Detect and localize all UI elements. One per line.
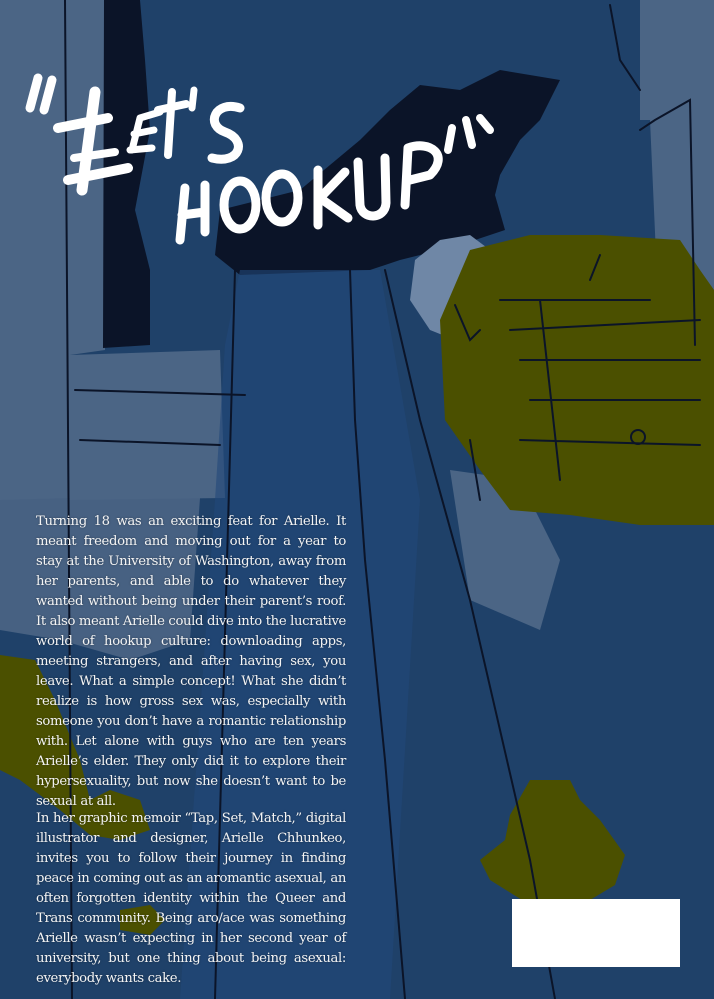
blurb-paragraph-2: In her graphic memoir “Tap, Set, Match,” digital illustrator and designer, Arielle Chhunkeo, invites you to follow their journey in finding peace in coming out as an aromantic asexual, an often forgotten identity within the Queer and Trans community. Being aro/ace was something Arielle wasn’t expecting in her second year of university, but one thing about being asexual: everybody wants cake. (36, 811, 346, 987)
blurb-paragraph-1: Turning 18 was an exciting feat for Arielle. It meant freedom and moving out for a year to stay at the University of Washington, away from her parents, and able to do whatever they wanted without being under their parent’s roof. It also meant Arielle could dive into the lucrative world of hookup culture: downloading apps, meeting strangers, and after having sex, you leave. What a simple concept! What she didn’t realize is how gross sex was, especially with someone you don’t have a romantic relationship with. Let alone with guys who are ten years Arielle’s elder. They only did it to explore their hypersexuality, but now she doesn’t want to be sexual at all. (36, 514, 347, 810)
barcode-placeholder (512, 899, 680, 967)
